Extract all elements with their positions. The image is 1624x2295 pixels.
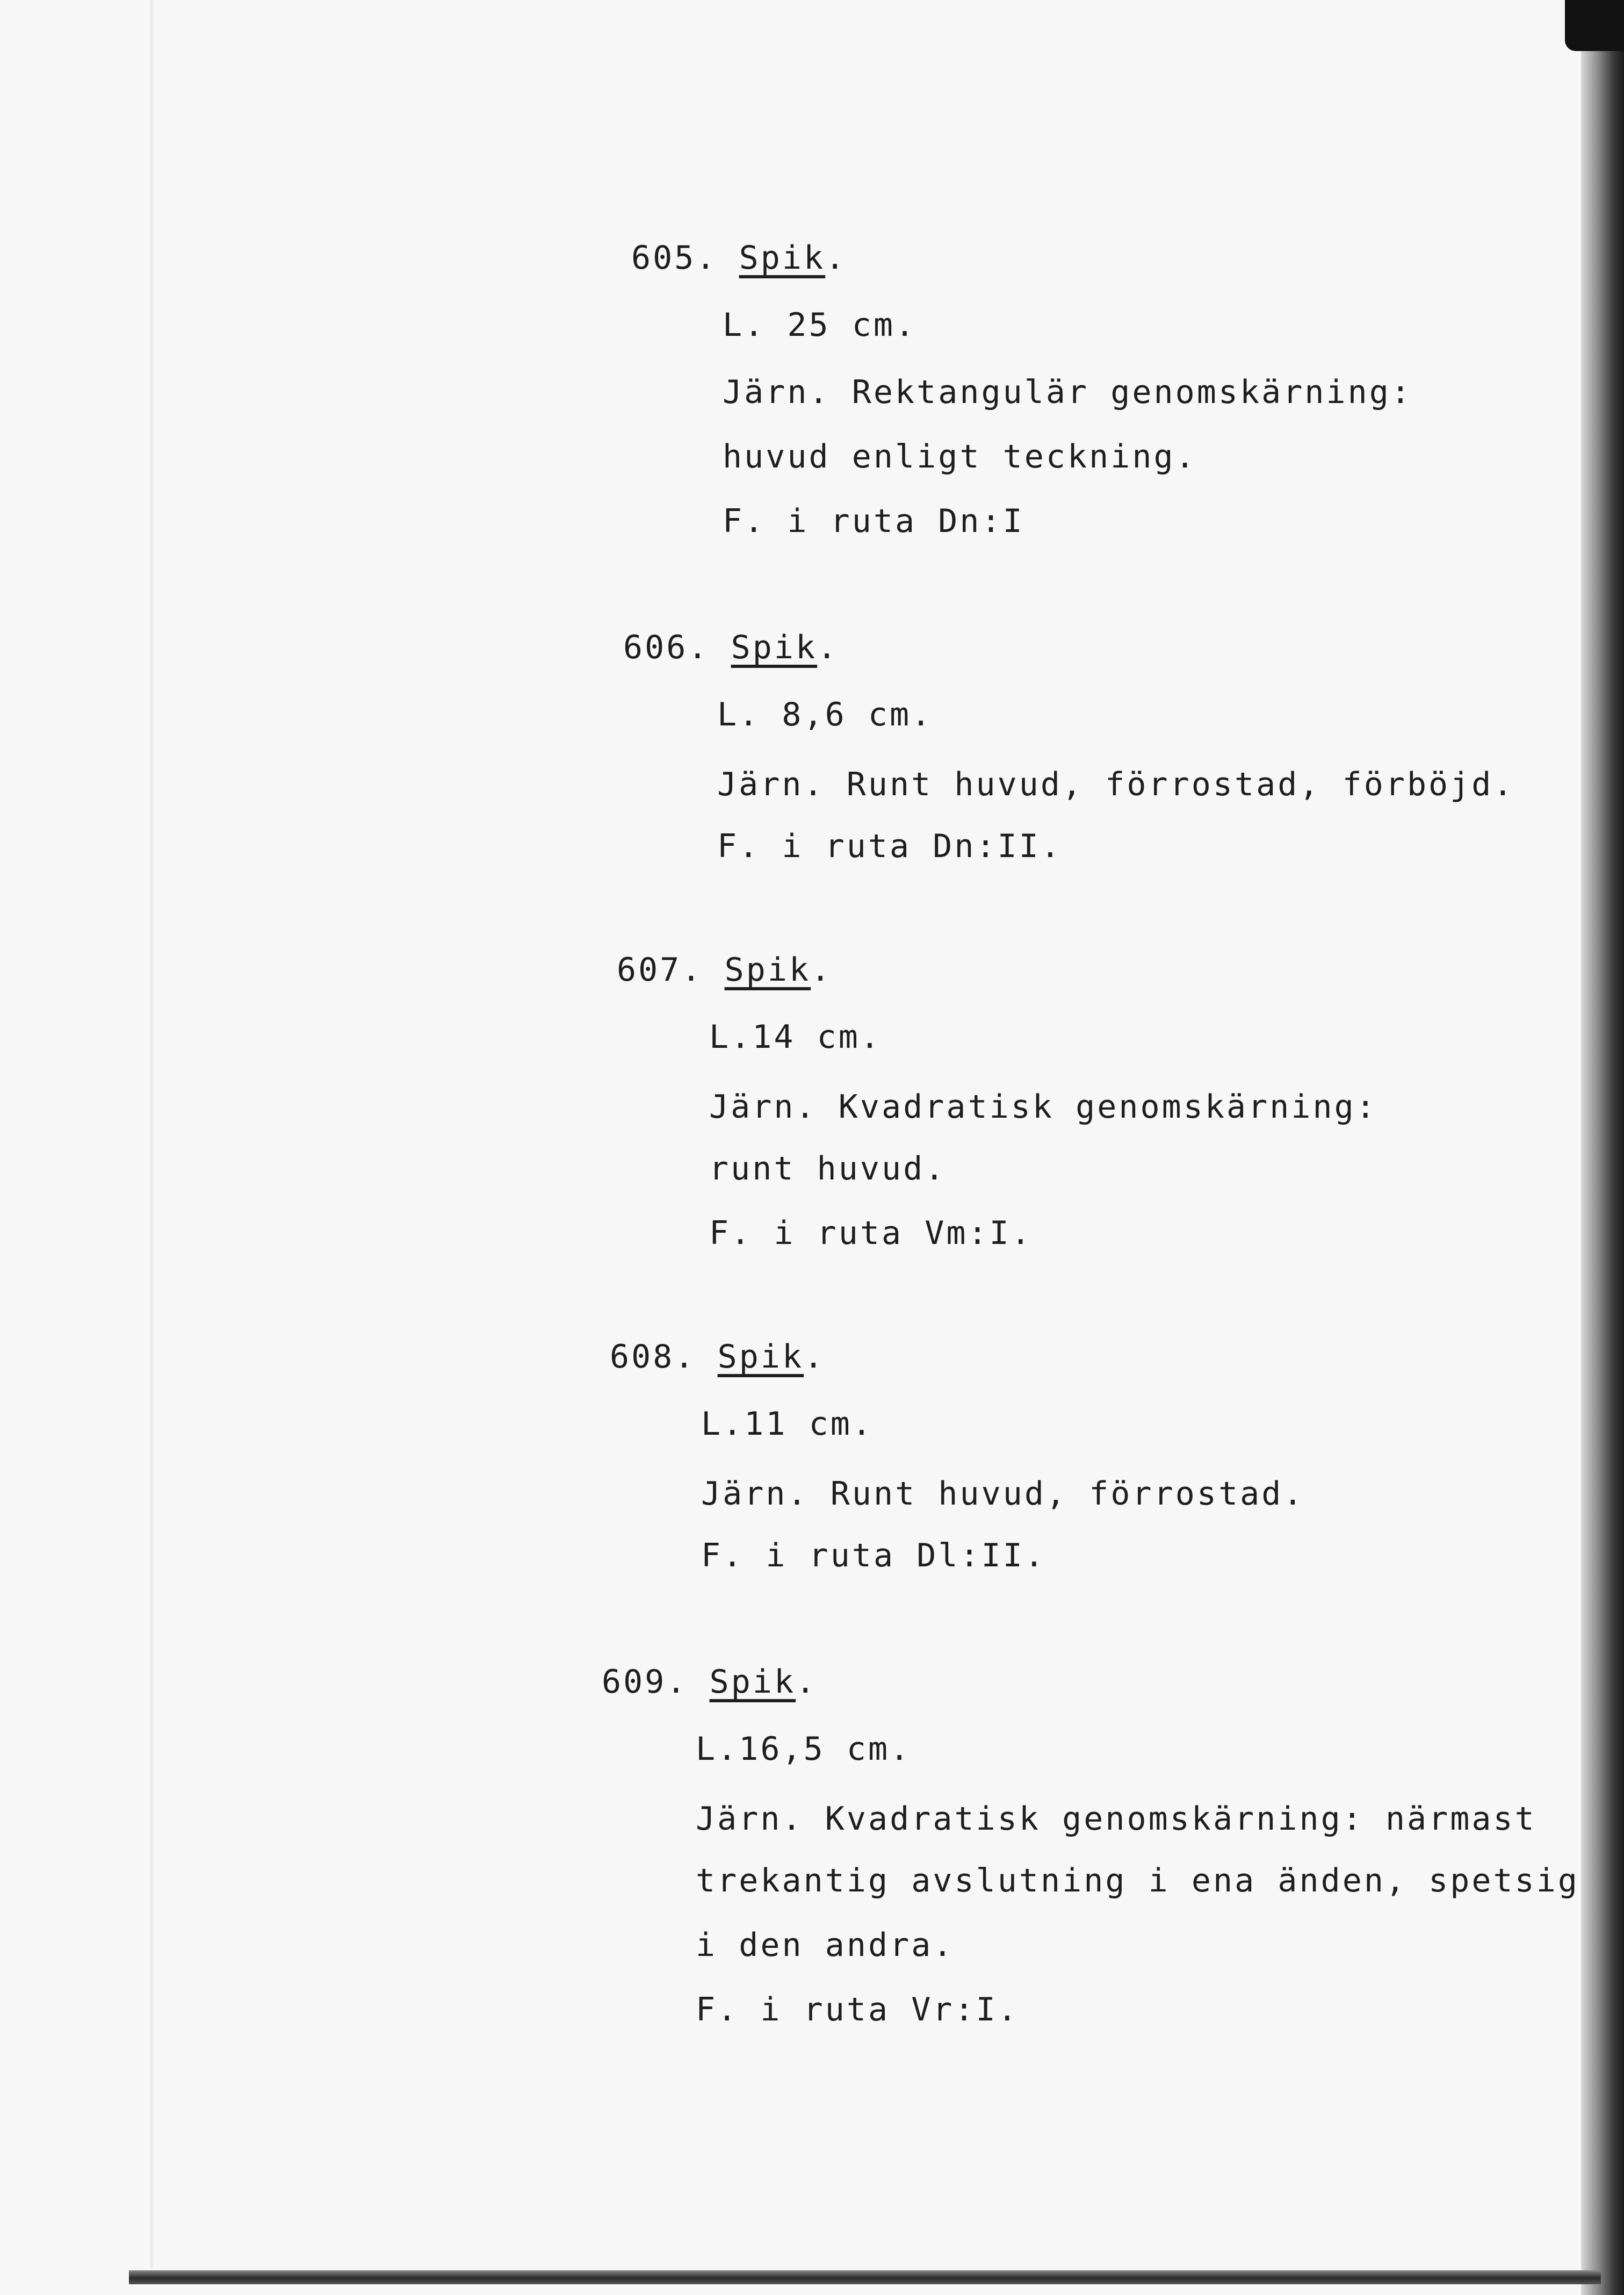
page-right-edge <box>1581 0 1624 2295</box>
entry-description-cont: i den andra. <box>696 1926 955 1964</box>
entry-find-location: F. i ruta Dn:II. <box>717 828 1062 865</box>
entry-description: trekantig avslutning i ena änden, spetsig <box>696 1862 1580 1900</box>
entry-head: Spik <box>717 1338 804 1376</box>
entry-head-end: . <box>811 951 833 989</box>
entry-find-location: F. i ruta Dl:II. <box>701 1537 1046 1574</box>
entry-length: L.11 cm. <box>701 1405 874 1443</box>
entry-find-location: F. i ruta Vr:I. <box>696 1991 1019 2028</box>
entry-title <box>610 1338 825 1376</box>
entry-number: 607. <box>617 951 703 989</box>
entry-head: Spik <box>709 1663 796 1701</box>
entry-head: Spik <box>724 951 811 989</box>
entry-head-end: . <box>804 1338 826 1376</box>
entry-head: Spik <box>731 629 818 666</box>
entry-find-location: F. i ruta Vm:I. <box>709 1214 1033 1252</box>
entry-head-end: . <box>825 239 847 277</box>
entry-material: Järn. Kvadratisk genomskärning: <box>709 1088 1377 1126</box>
entry-head-end: . <box>817 629 839 666</box>
entry-number: 605. <box>631 239 718 277</box>
entry-description: huvud enligt teckning. <box>723 438 1197 476</box>
entry-length: L. 25 cm. <box>723 306 917 344</box>
entry-material: Järn. Runt huvud, förrostad. <box>701 1475 1305 1513</box>
entry-head: Spik <box>739 239 826 277</box>
page-binding-edge <box>150 0 154 2268</box>
entry-material: Järn. Runt huvud, förrostad, förböjd. <box>717 766 1515 803</box>
entry-description: runt huvud. <box>709 1150 947 1188</box>
entry-material: Järn. Rektangulär genomskärning: <box>723 373 1412 411</box>
entry-number: 608. <box>610 1338 696 1376</box>
entry-find-location: F. i ruta Dn:I <box>723 502 1024 540</box>
entry-title <box>631 239 847 277</box>
entry-head-end: . <box>796 1663 818 1701</box>
entry-length: L.16,5 cm. <box>696 1730 912 1768</box>
entry-title <box>602 1663 817 1701</box>
entry-title <box>617 951 832 989</box>
entry-length: L.14 cm. <box>709 1018 882 1056</box>
page-bottom-edge <box>129 2270 1601 2284</box>
entry-length: L. 8,6 cm. <box>717 696 933 733</box>
entry-title <box>623 629 839 666</box>
entry-number: 609. <box>602 1663 688 1701</box>
corner-tab <box>1565 0 1624 51</box>
entry-material: Järn. Kvadratisk genomskärning: närmast <box>696 1800 1536 1838</box>
entry-number: 606. <box>623 629 710 666</box>
